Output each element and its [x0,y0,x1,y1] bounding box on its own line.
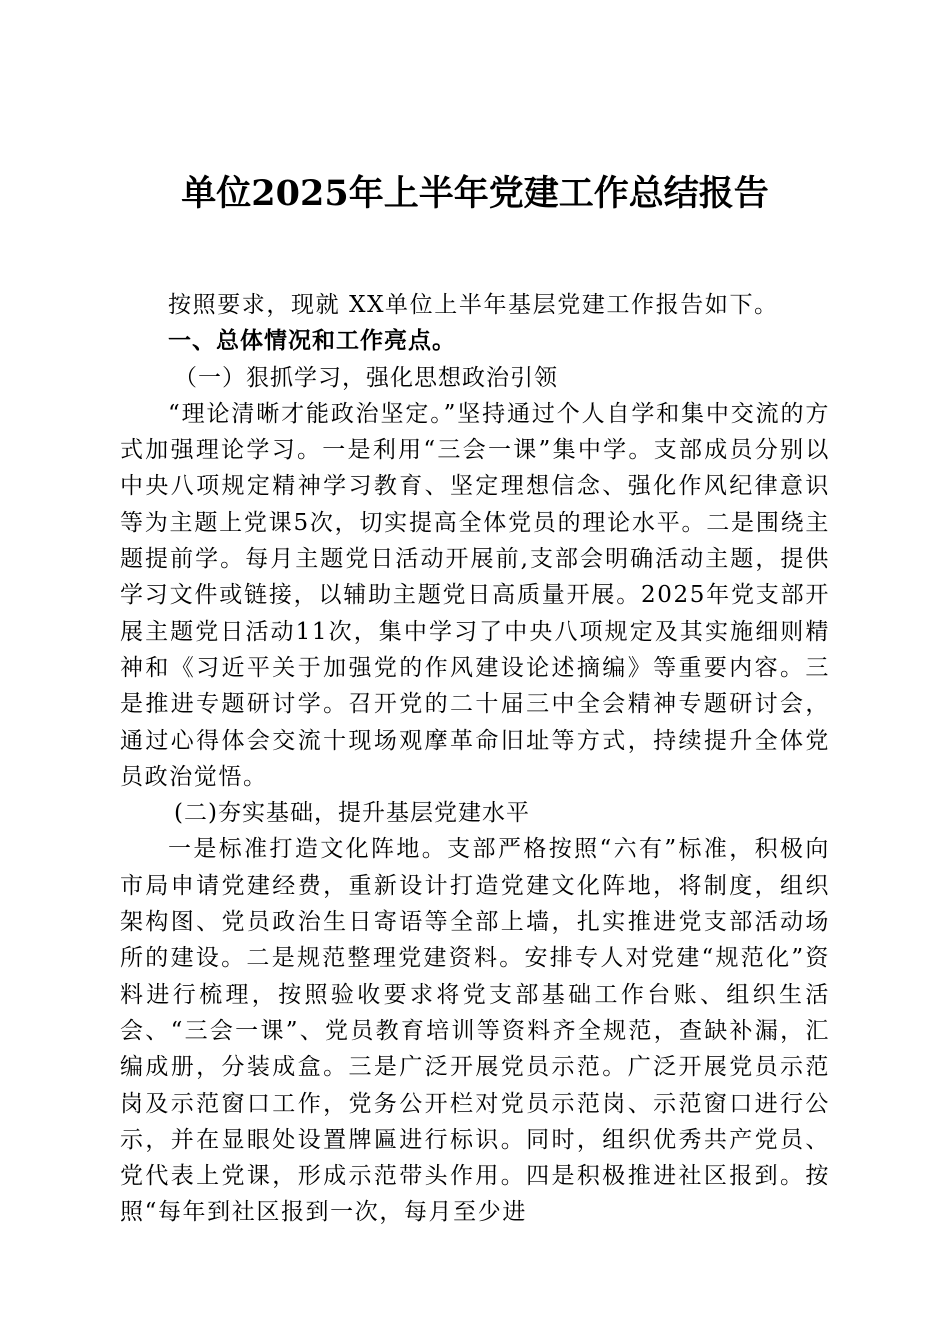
intro-paragraph: 按照要求，现就 XX单位上半年基层党建工作报告如下。 [168,292,779,318]
subsection-1-paragraph: “理论清晰才能政治坚定。”坚持通过个人自学和集中交流的方式加强理论学习。一是利用“三会一课”集中学。支部成员分别以中央八项规定精神学习教育、坚定理想信念、强化作风纪律意识等为主题上党课5次，切实提高全体党员的理论水平。二是围绕主题提前学。每月主题党日活动开展前,支部会明确活动主题，提供学习文件或链接，以辅助主题党日高质量开展。2025年党支部开展主题党日活动11次，集中学习了中央八项规定及其实施细则精神和《习近平关于加强党的作风建设论述摘编》等重要内容。三是推进专题研讨学。召开党的二十届三中全会精神专题研讨会，通过心得体会交流十现场观摩革命旧址等方式，持续提升全体党员政治觉悟。 [120,400,830,790]
subsection-heading-1: （一）狠抓学习，强化思想政治引领 [174,364,558,391]
section-heading-1: 一、总体情况和工作亮点。 [168,327,456,355]
subsection-2-paragraph: 一是标准打造文化阵地。支部严格按照“六有”标准，积极向市局申请党建经费，重新设计打造党建文化阵地，将制度，组织架构图、党员政治生日寄语等全部上墙，扎实推进党支部活动场所的建设。二是规范整理党建资料。安排专人对党建“规范化”资料进行梳理，按照验收要求将党支部基础工作台账、组织生活会、“三会一课”、党员教育培训等资料齐全规范，查缺补漏，汇编成册，分装成盒。三是广泛开展党员示范。广泛开展党员示范岗及示范窗口工作，党务公开栏对党员示范岗、示范窗口进行公示，并在显眼处设置牌匾进行标识。同时，组织优秀共产党员、党代表上党课，形成示范带头作用。四是积极推进社区报到。按照“每年到社区报到一次，每月至少进 [120,836,830,1226]
document-title: 单位2025年上半年党建工作总结报告 [181,173,769,214]
document-body [120,287,830,1231]
subsection-heading-2: (二)夯实基础，提升基层党建水平 [174,800,530,827]
